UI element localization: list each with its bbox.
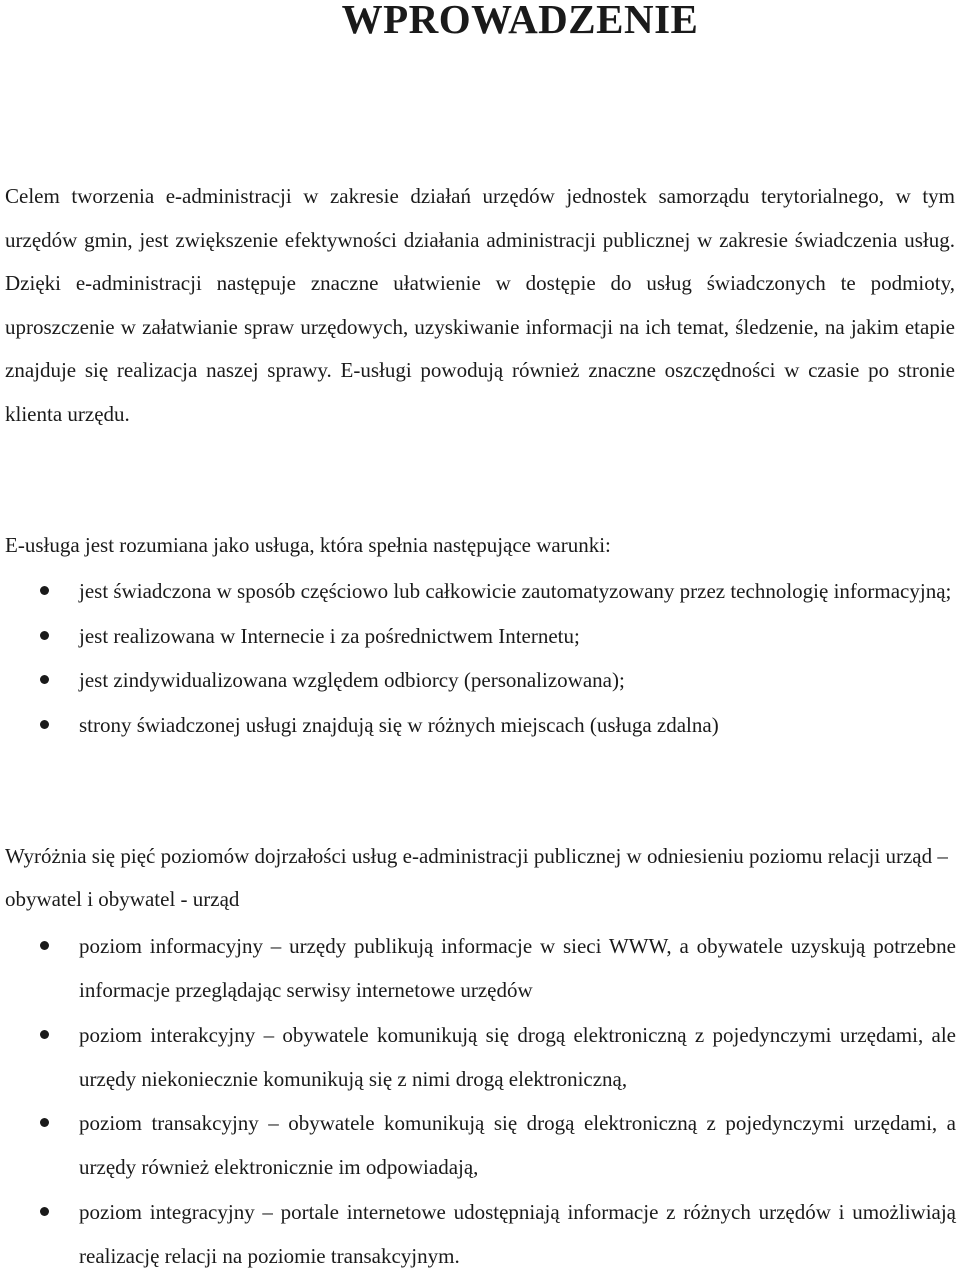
list-item-text: jest świadczona w sposób częściowo lub całkowicie zautomatyzowany przez technologię informacyjną; bbox=[79, 579, 952, 603]
list-item bbox=[0, 569, 960, 614]
list-item-text: poziom transakcyjny – obywatele komunikują się drogą elektroniczną z pojedynczymi urzędami, a urzędy również elektronicznie im odpowiadają, bbox=[79, 1111, 956, 1180]
maturity-levels-list bbox=[0, 924, 960, 1278]
list-item bbox=[0, 703, 960, 748]
list-item bbox=[0, 1013, 960, 1102]
maturity-levels-paragraph: Wyróżnia się pięć poziomów dojrzałości usług e-administracji publicznej w odniesieniu poziomu relacji urząd – obywatel i obywatel - urząd bbox=[5, 844, 948, 911]
list-item-text: strony świadczonej usługi znajdują się w różnych miejscach (usługa zdalna) bbox=[79, 712, 719, 737]
bullet-icon bbox=[40, 586, 49, 595]
list-item-text: jest zindywidualizowana względem odbiorcy (personalizowana); bbox=[79, 668, 625, 692]
intro-paragraph: Celem tworzenia e-administracji w zakresie działań urzędów jednostek samorządu terytorialnego, w tym urzędów gmin, jest zwiększenie efektywności działania administracji publicznej w zakresie świadczenia usług. Dzięki e-administracji następuje znaczne ułatwienie w dostępie do usług świadczonych te podmioty, uproszczenie w załatwianie spraw urzędowych, uzyskiwanie informacji na ich temat, śledzenie, na jakim etapie znajduje się realizacja naszej sprawy. E-usługi powodują również znaczne oszczędności w czasie po stronie klienta urzędu. bbox=[5, 184, 955, 426]
list-item-text: jest realizowana w Internecie i za pośrednictwem Internetu; bbox=[79, 623, 580, 648]
bullet-icon bbox=[40, 1207, 49, 1216]
page-title: WPROWADZENIE bbox=[341, 0, 699, 42]
list-item bbox=[0, 1190, 960, 1278]
bullet-icon bbox=[40, 720, 49, 729]
list-item-text: poziom interakcyjny – obywatele komunikują się drogą elektroniczną z pojedynczymi urzędami, ale urzędy niekoniecznie komunikują się z nimi drogą elektroniczną, bbox=[79, 1022, 956, 1091]
bullet-icon bbox=[40, 941, 49, 950]
bullet-icon bbox=[40, 1118, 49, 1127]
bullet-icon bbox=[40, 675, 49, 684]
list-item bbox=[0, 1101, 960, 1190]
eservice-conditions-list bbox=[0, 569, 960, 747]
list-item-text: poziom informacyjny – urzędy publikują informacje w sieci WWW, a obywatele uzyskują potrzebne informacje przeglądając serwisy internetowe urzędów bbox=[79, 934, 956, 1003]
list-item bbox=[0, 658, 960, 703]
list-item-text: poziom integracyjny – portale internetowe udostępniają informacje z różnych urzędów i umożliwiają realizację relacji na poziomie transakcyjnym. bbox=[79, 1199, 956, 1269]
bullet-icon bbox=[40, 1030, 49, 1039]
list-item bbox=[0, 614, 960, 659]
eservice-definition-paragraph: E-usługa jest rozumiana jako usługa, która spełnia następujące warunki: bbox=[5, 533, 611, 557]
list-item bbox=[0, 924, 960, 1013]
bullet-icon bbox=[40, 631, 49, 640]
